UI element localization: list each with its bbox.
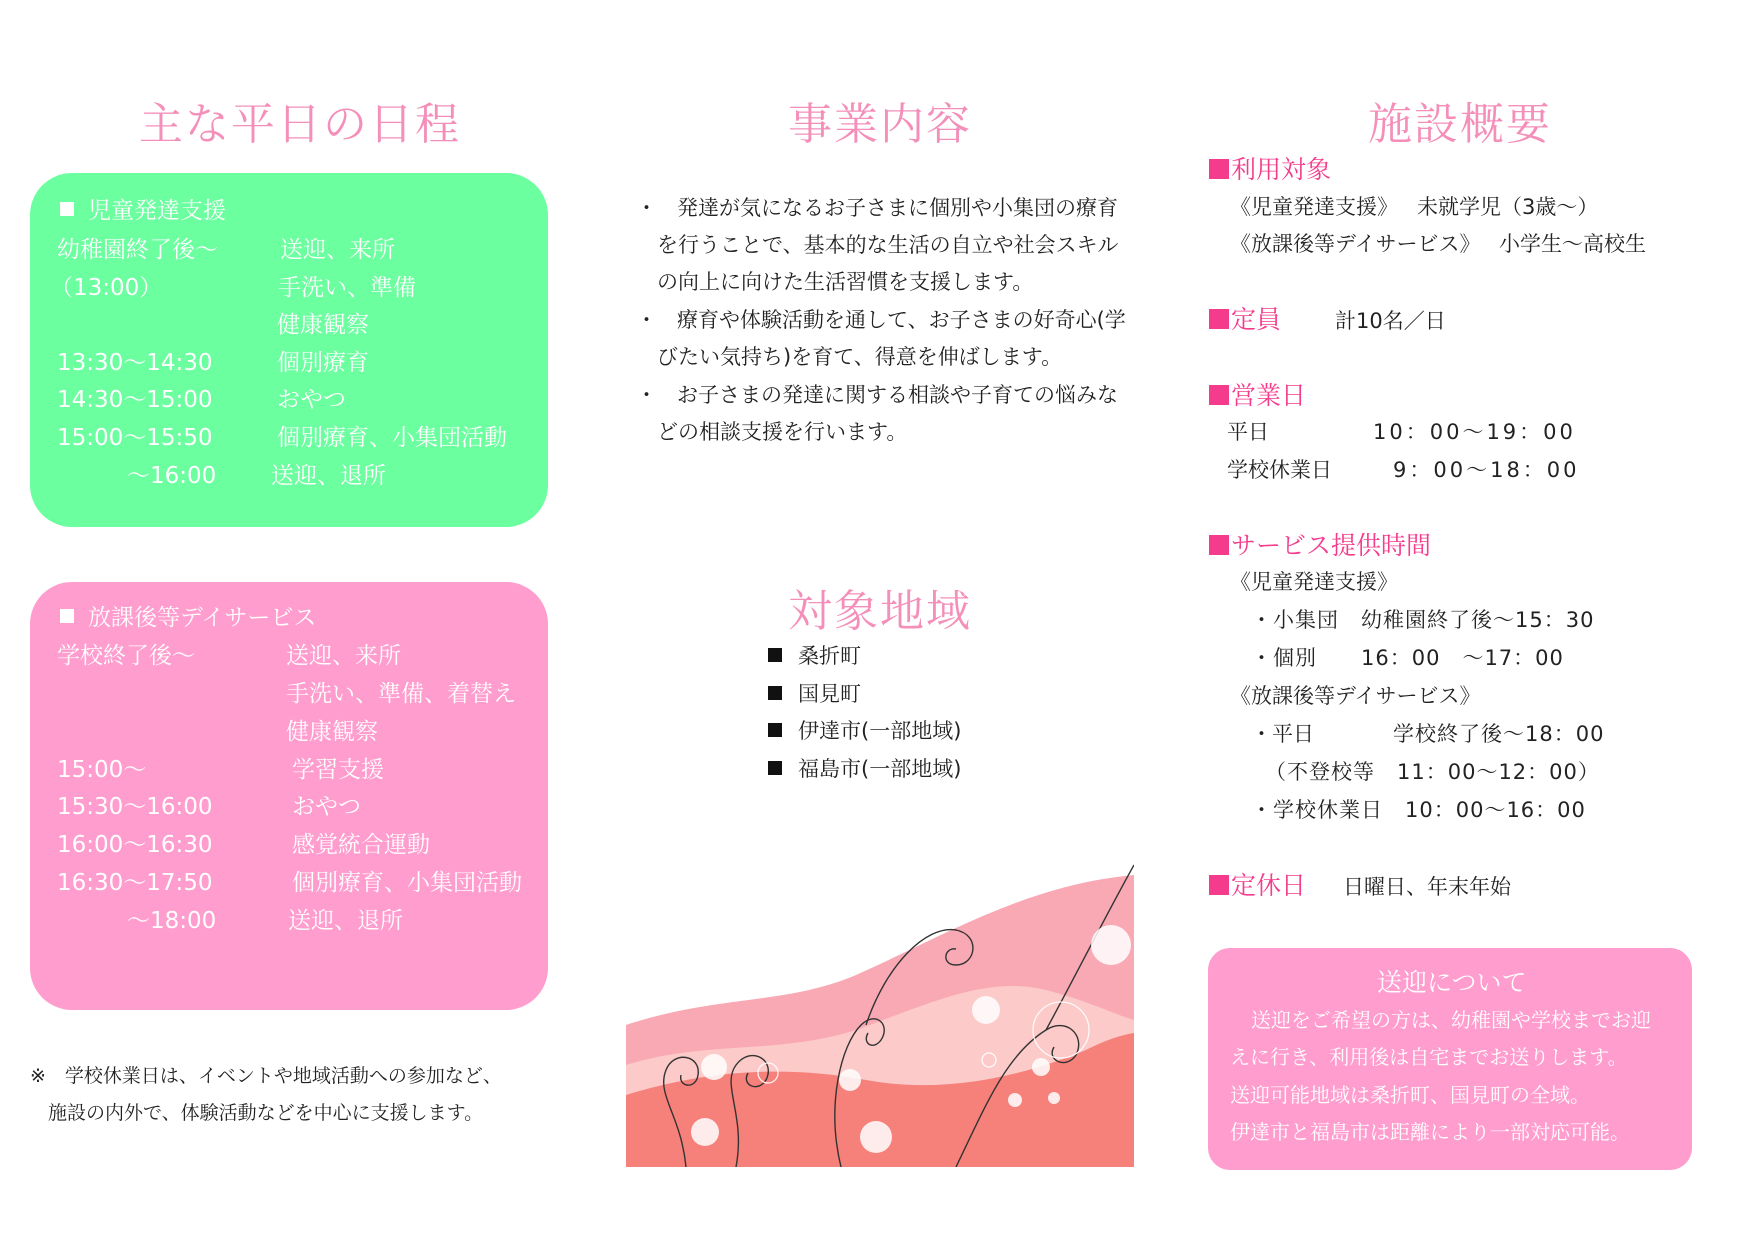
square-bullet-icon	[1209, 309, 1229, 329]
business-days-heading: 営業日	[1209, 383, 1306, 408]
area-item: 福島市(一部地域)	[768, 759, 961, 780]
jidou-heading: 児童発達支援	[60, 200, 226, 223]
service-jidou-row1: ・小集団 幼稚園終了後～15：30	[1251, 608, 1595, 632]
service-houkago-label: 《放課後等デイサービス》	[1230, 684, 1481, 708]
bullet-text: 療育や体験活動を通して、お子さまの好奇心(学	[677, 308, 1126, 332]
service-houkago-row1-value: 学校終了後～18：00	[1393, 722, 1605, 746]
square-bullet-icon	[768, 648, 782, 662]
houkago-row-activity: 手洗い、準備、着替え	[286, 681, 516, 707]
service-hours-heading: サービス提供時間	[1209, 533, 1431, 558]
square-bullet-icon	[768, 723, 782, 737]
bullet-text: を行うことで、基本的な生活の自立や社会スキル	[657, 233, 1119, 257]
area-item: 伊達市(一部地域)	[768, 721, 961, 742]
square-bullet-icon	[768, 761, 782, 775]
decorative-wave-illustration	[626, 855, 1134, 1167]
square-bullet-icon	[768, 686, 782, 700]
houkago-row-time: 16:30～17:50	[57, 870, 213, 896]
pickup-title: 送迎について	[1377, 968, 1527, 997]
houkago-row-activity: 健康観察	[286, 719, 378, 745]
houkago-row-time: 16:00～16:30	[57, 832, 213, 858]
houkago-row-time: ～18:00	[127, 908, 217, 934]
bullet-text: びたい気持ち)を育て、得意を伸ばします。	[657, 345, 1063, 369]
area-title: 対象地域	[788, 586, 972, 637]
jidou-row-time: 14:30～15:00	[57, 387, 213, 413]
jidou-row-time: 15:00～15:50	[57, 425, 213, 451]
capacity-value: 計10名／日	[1335, 309, 1446, 333]
jidou-row-activity: 送迎、来所	[280, 237, 395, 263]
target-line2-value: 小学生～高校生	[1499, 232, 1646, 256]
houkago-row-time: 15:00～	[57, 757, 147, 783]
service-houkago-row1-label: ・平日	[1251, 722, 1314, 746]
jidou-row-activity: 個別療育、小集団活動	[277, 425, 507, 451]
bullet-mark: ・	[636, 308, 657, 332]
bullet-text: どの相談支援を行います。	[657, 420, 908, 444]
target-line2-label: 《放課後等デイサービス》	[1230, 232, 1481, 256]
bullet-text: 発達が気になるお子さまに個別や小集団の療育	[677, 196, 1118, 220]
square-bullet-icon	[60, 609, 74, 623]
facility-title: 施設概要	[1368, 99, 1552, 150]
target-heading: 利用対象	[1209, 157, 1331, 182]
holiday-note-line2: 施設の内外で、体験活動などを中心に支援します。	[48, 1102, 484, 1124]
square-bullet-icon	[1209, 385, 1229, 405]
houkago-row-activity: 学習支援	[292, 757, 384, 783]
business-days-row2-label: 学校休業日	[1227, 458, 1332, 482]
business-days-row1-label: 平日	[1227, 420, 1269, 444]
jidou-row-activity: 送迎、退所	[271, 463, 386, 489]
houkago-row-time: 15:30～16:00	[57, 794, 213, 820]
bullet-text: お子さまの発達に関する相談や子育ての悩みな	[677, 383, 1118, 407]
holidays-value: 日曜日、年末年始	[1343, 875, 1511, 899]
jidou-row-time: 幼稚園終了後～	[57, 237, 218, 263]
area-item: 桑折町	[768, 646, 861, 667]
target-line1-value: 未就学児（3歳～）	[1417, 195, 1599, 219]
jidou-row-activity: 手洗い、準備	[278, 275, 416, 301]
houkago-row-time: 学校終了後～	[57, 643, 195, 669]
houkago-row-activity: 送迎、来所	[286, 643, 401, 669]
business-title: 事業内容	[788, 99, 972, 150]
houkago-row-activity: 個別療育、小集団活動	[292, 870, 522, 896]
jidou-row-activity: おやつ	[277, 387, 346, 413]
service-jidou-row2: ・個別 16：00 ～17：00	[1251, 646, 1564, 670]
target-line1-label: 《児童発達支援》	[1230, 195, 1398, 219]
service-jidou-label: 《児童発達支援》	[1230, 570, 1398, 594]
houkago-row-activity: 感覚統合運動	[292, 832, 430, 858]
business-days-row2-value: 9：00～18：00	[1393, 458, 1580, 482]
jidou-row-activity: 健康観察	[277, 312, 369, 338]
jidou-row-activity: 個別療育	[277, 350, 369, 376]
square-bullet-icon	[1209, 535, 1229, 555]
service-houkago-row3: ・学校休業日 10：00～16：00	[1251, 798, 1586, 822]
holidays-heading: 定休日	[1209, 873, 1306, 898]
bullet-mark: ・	[636, 383, 657, 407]
jidou-row-time: 13:30～14:30	[57, 350, 213, 376]
jidou-row-time: （13:00）	[50, 275, 163, 301]
pickup-line: 送迎をご希望の方は、幼稚園や学校までお迎	[1251, 1008, 1651, 1032]
houkago-heading: 放課後等デイサービス	[60, 607, 316, 630]
jidou-row-time: ～16:00	[127, 463, 217, 489]
square-bullet-icon	[1209, 159, 1229, 179]
houkago-row-activity: 送迎、退所	[288, 908, 403, 934]
service-houkago-row2: （不登校等 11：00～12：00）	[1265, 760, 1600, 784]
schedule-title: 主な平日の日程	[139, 99, 461, 150]
pickup-line: 伊達市と福島市は距離により一部対応可能。	[1230, 1120, 1630, 1144]
bullet-text: の向上に向けた生活習慣を支援します。	[657, 270, 1034, 294]
bullet-mark: ・	[636, 196, 657, 220]
capacity-heading: 定員	[1209, 307, 1281, 332]
square-bullet-icon	[1209, 875, 1229, 895]
area-item: 国見町	[768, 684, 861, 705]
square-bullet-icon	[60, 202, 74, 216]
houkago-row-activity: おやつ	[292, 794, 361, 820]
business-days-row1-value: 10：00～19：00	[1373, 420, 1576, 444]
pickup-line: 送迎可能地域は桑折町、国見町の全域。	[1230, 1083, 1590, 1107]
holiday-note-line1: ※ 学校休業日は、イベントや地域活動への参加など、	[30, 1065, 502, 1087]
pickup-line: えに行き、利用後は自宅までお送りします。	[1230, 1045, 1628, 1069]
